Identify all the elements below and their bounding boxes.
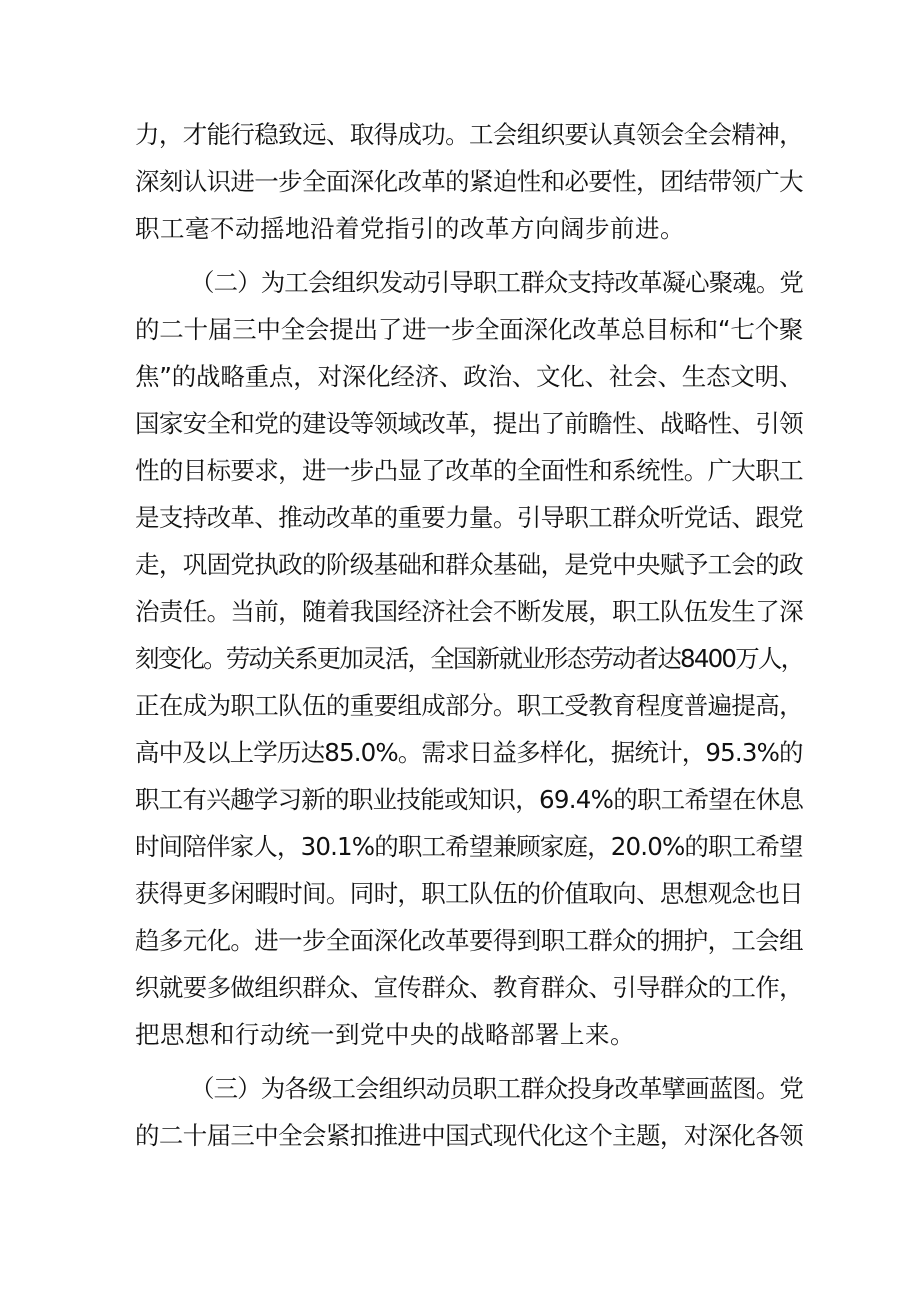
text-line: 获得更多闲暇时间。同时，职工队伍的价值取向、思想观念也日 bbox=[135, 879, 803, 908]
text-line: 焦”的战略重点，对深化经济、政治、文化、社会、生态文明、 bbox=[135, 362, 804, 391]
text-line: 力，才能行稳致远、取得成功。工会组织要认真领会全会精神， bbox=[135, 120, 803, 149]
paragraph-continuation bbox=[135, 111, 803, 252]
text-line: （三）为各级工会组织动员职工群众投身改革擘画蓝图。党 bbox=[190, 1074, 803, 1103]
text-line: 时间陪伴家人，30.1%的职工希望兼顾家庭，20.0%的职工希望 bbox=[135, 832, 803, 861]
paragraph-section-three bbox=[135, 1065, 803, 1159]
text-line: 趋多元化。进一步全面深化改革要得到职工群众的拥护，工会组 bbox=[135, 926, 803, 955]
text-line: 走，巩固党执政的阶级基础和群众基础，是党中央赋予工会的政 bbox=[135, 550, 803, 579]
text-line: 深刻认识进一步全面深化改革的紧迫性和必要性，团结带领广大 bbox=[135, 167, 803, 196]
text-line: 的二十届三中全会提出了进一步全面深化改革总目标和“七个聚 bbox=[135, 315, 804, 344]
text-line: 把思想和行动统一到党中央的战略部署上来。 bbox=[135, 1020, 635, 1049]
text-line: 治责任。当前，随着我国经济社会不断发展，职工队伍发生了深 bbox=[135, 597, 803, 626]
text-line: 职工有兴趣学习新的职业技能或知识，69.4%的职工希望在休息 bbox=[135, 785, 804, 814]
text-line: 性的目标要求，进一步凸显了改革的全面性和系统性。广大职工 bbox=[135, 456, 803, 485]
document-body bbox=[135, 111, 803, 1159]
text-line: （二）为工会组织发动引导职工群众支持改革凝心聚魂。党 bbox=[190, 268, 803, 297]
text-line: 刻变化。劳动关系更加灵活，全国新就业形态劳动者达8400万人， bbox=[135, 644, 804, 673]
text-line: 织就要多做组织群众、宣传群众、教育群众、引导群众的工作， bbox=[135, 973, 803, 1002]
paragraph-section-two bbox=[135, 259, 803, 1058]
text-line: 高中及以上学历达85.0%。需求日益多样化，据统计，95.3%的 bbox=[135, 738, 803, 767]
text-line: 的二十届三中全会紧扣推进中国式现代化这个主题，对深化各领 bbox=[135, 1121, 803, 1150]
text-line: 职工毫不动摇地沿着党指引的改革方向阔步前进。 bbox=[135, 214, 685, 243]
text-line: 是支持改革、推动改革的重要力量。引导职工群众听党话、跟党 bbox=[135, 503, 803, 532]
text-line: 正在成为职工队伍的重要组成部分。职工受教育程度普遍提高， bbox=[135, 691, 803, 720]
text-line: 国家安全和党的建设等领域改革，提出了前瞻性、战略性、引领 bbox=[135, 409, 803, 438]
